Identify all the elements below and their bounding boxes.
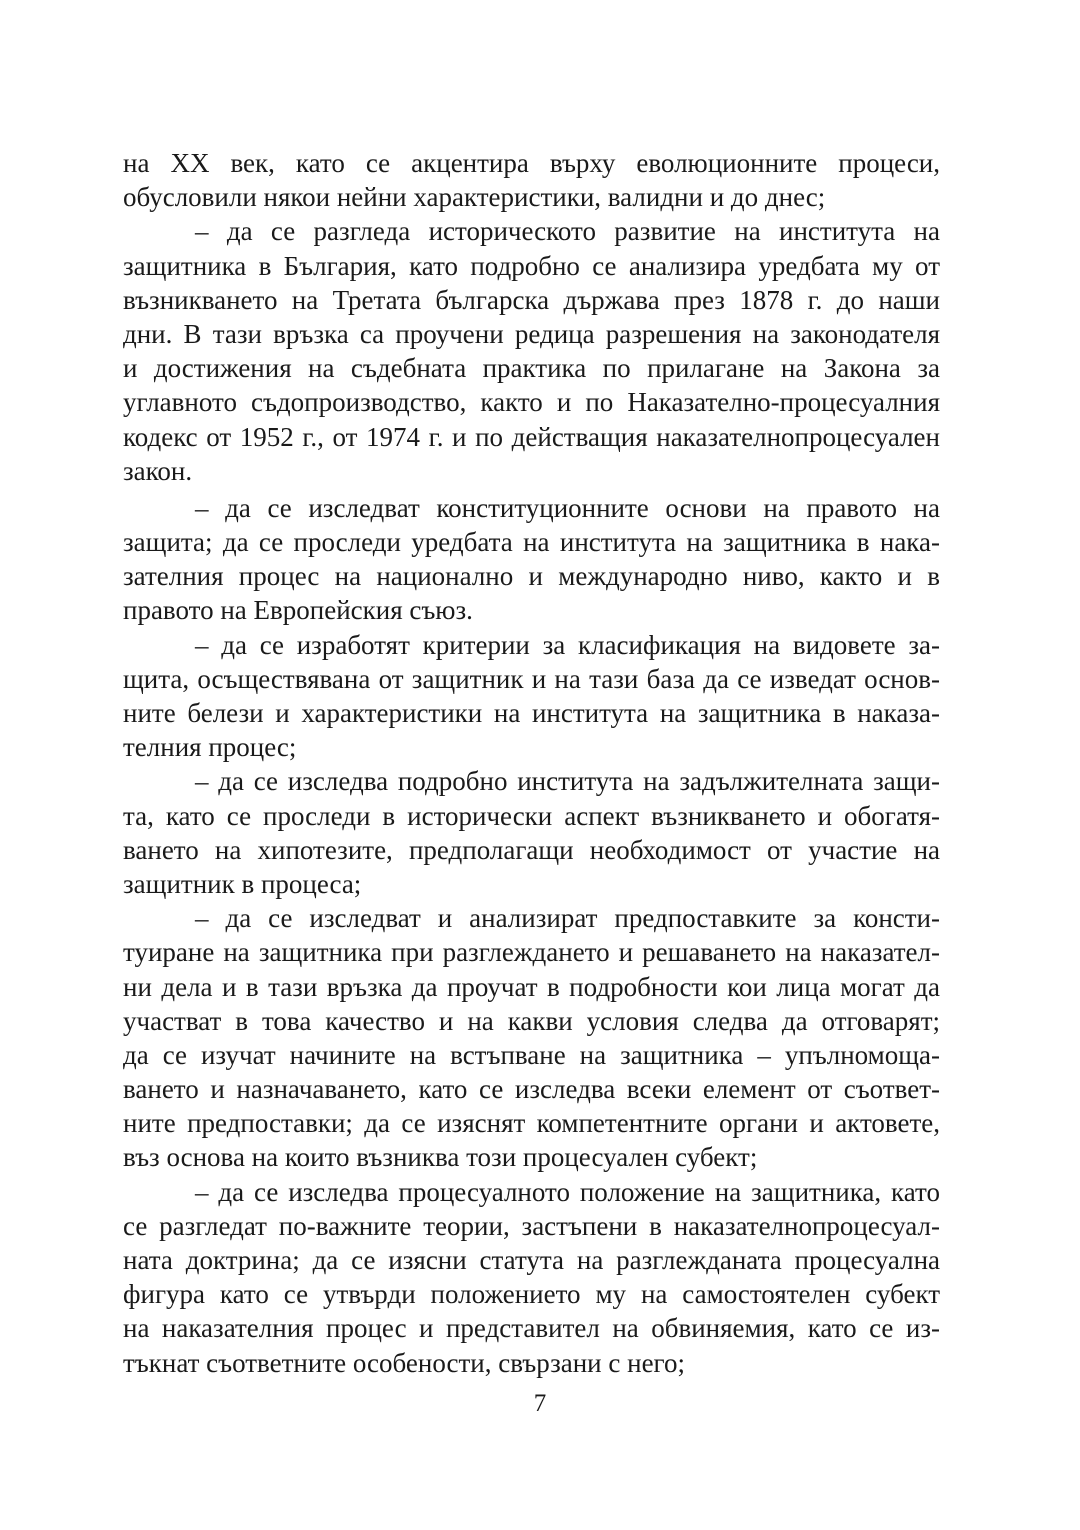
text-line-16: щита, осъществявана от защитник и на тази база да се изведат основ- (123, 663, 940, 694)
text-line-17: ните белези и характеристики на института на защитника в наказа- (123, 698, 940, 728)
text-line-20: та, като се проследи в исторически аспект възникването и обогатя- (123, 800, 940, 831)
text-line-22: защитник в процеса; (123, 868, 362, 899)
text-line-25: ни дела и в тази връзка да проучат в подробности кои лица могат да (123, 971, 940, 1002)
text-line-21: ването на хипотезите, предполагащи необходимост от участие на (123, 834, 940, 865)
text-line-30: въз основа на които възниква този процесуален субект; (123, 1142, 758, 1173)
text-line-13: зателния процес на национално и международно ниво, както и в (123, 561, 940, 592)
text-line-9: кодекс от 1952 г., от 1974 г. и по действащия наказателнопроцесуален (123, 421, 940, 452)
text-line-26: участват в това качество и на какви условия следва да отговарят; (123, 1005, 940, 1036)
text-line-24: туиране на защитника при разглеждането и решаването на наказател- (123, 937, 940, 968)
text-line-31: – да се изследва процесуалното положение на защитника, като (195, 1176, 940, 1207)
text-line-14: правото на Европейския съюз. (123, 595, 473, 626)
page-number: 7 (533, 1390, 547, 1417)
text-line-12: защита; да се проследи уредбата на института на защитника в нака- (123, 527, 940, 558)
text-line-5: възникването на Третата българска държава през 1878 г. до наши (123, 284, 940, 315)
text-line-15: – да се изработят критерии за класификация на видовете за- (195, 629, 940, 660)
text-line-2: обусловили някои нейни характеристики, валидни и до днес; (123, 182, 826, 213)
text-line-6: дни. В тази връзка са проучени редица разрешения на законодателя (123, 318, 940, 349)
text-line-34: фигура като се утвърди положението му на самостоятелен субект (123, 1279, 940, 1310)
text-line-7: и достижения на съдебната практика по прилагане на Закона за (123, 353, 940, 384)
text-line-1: на XX век, като се акцентира върху еволюционните процеси, (123, 148, 940, 178)
text-line-11: – да се изследват конституционните основи на правото на (195, 492, 940, 523)
page-body (123, 146, 940, 1380)
text-line-23: – да се изследват и анализират предпоставките за консти- (195, 903, 940, 934)
text-line-4: защитника в България, като подробно се анализира уредбата му от (123, 250, 940, 281)
text-line-27: да се изучат начините на встъпване на защитника – упълномоща- (123, 1039, 940, 1070)
text-line-8: углавното съдопроизводство, както и по Наказателно-процесуалния (123, 387, 940, 418)
text-line-35: на наказателния процес и представител на обвиняемия, като се из- (123, 1313, 940, 1344)
text-line-29: ните предпоставки; да се изяснят компетентните органи и актовете, (123, 1108, 940, 1139)
text-line-10: закон. (123, 455, 193, 486)
text-line-32: се разгледат по-важните теории, застъпени в наказателнопроцесуал- (123, 1210, 940, 1241)
text-line-19: – да се изследва подробно института на задължителната защи- (195, 766, 940, 797)
text-line-33: ната доктрина; да се изясни статута на разглежданата процесуална (123, 1245, 940, 1275)
text-line-3: – да се разгледа историческото развитие на института на (195, 216, 940, 247)
text-line-28: ването и назначаването, като се изследва всеки елемент от съответ- (123, 1074, 940, 1105)
text-line-18: телния процес; (123, 732, 297, 763)
text-line-36: тъкнат съответните особености, свързани с него; (123, 1347, 685, 1378)
